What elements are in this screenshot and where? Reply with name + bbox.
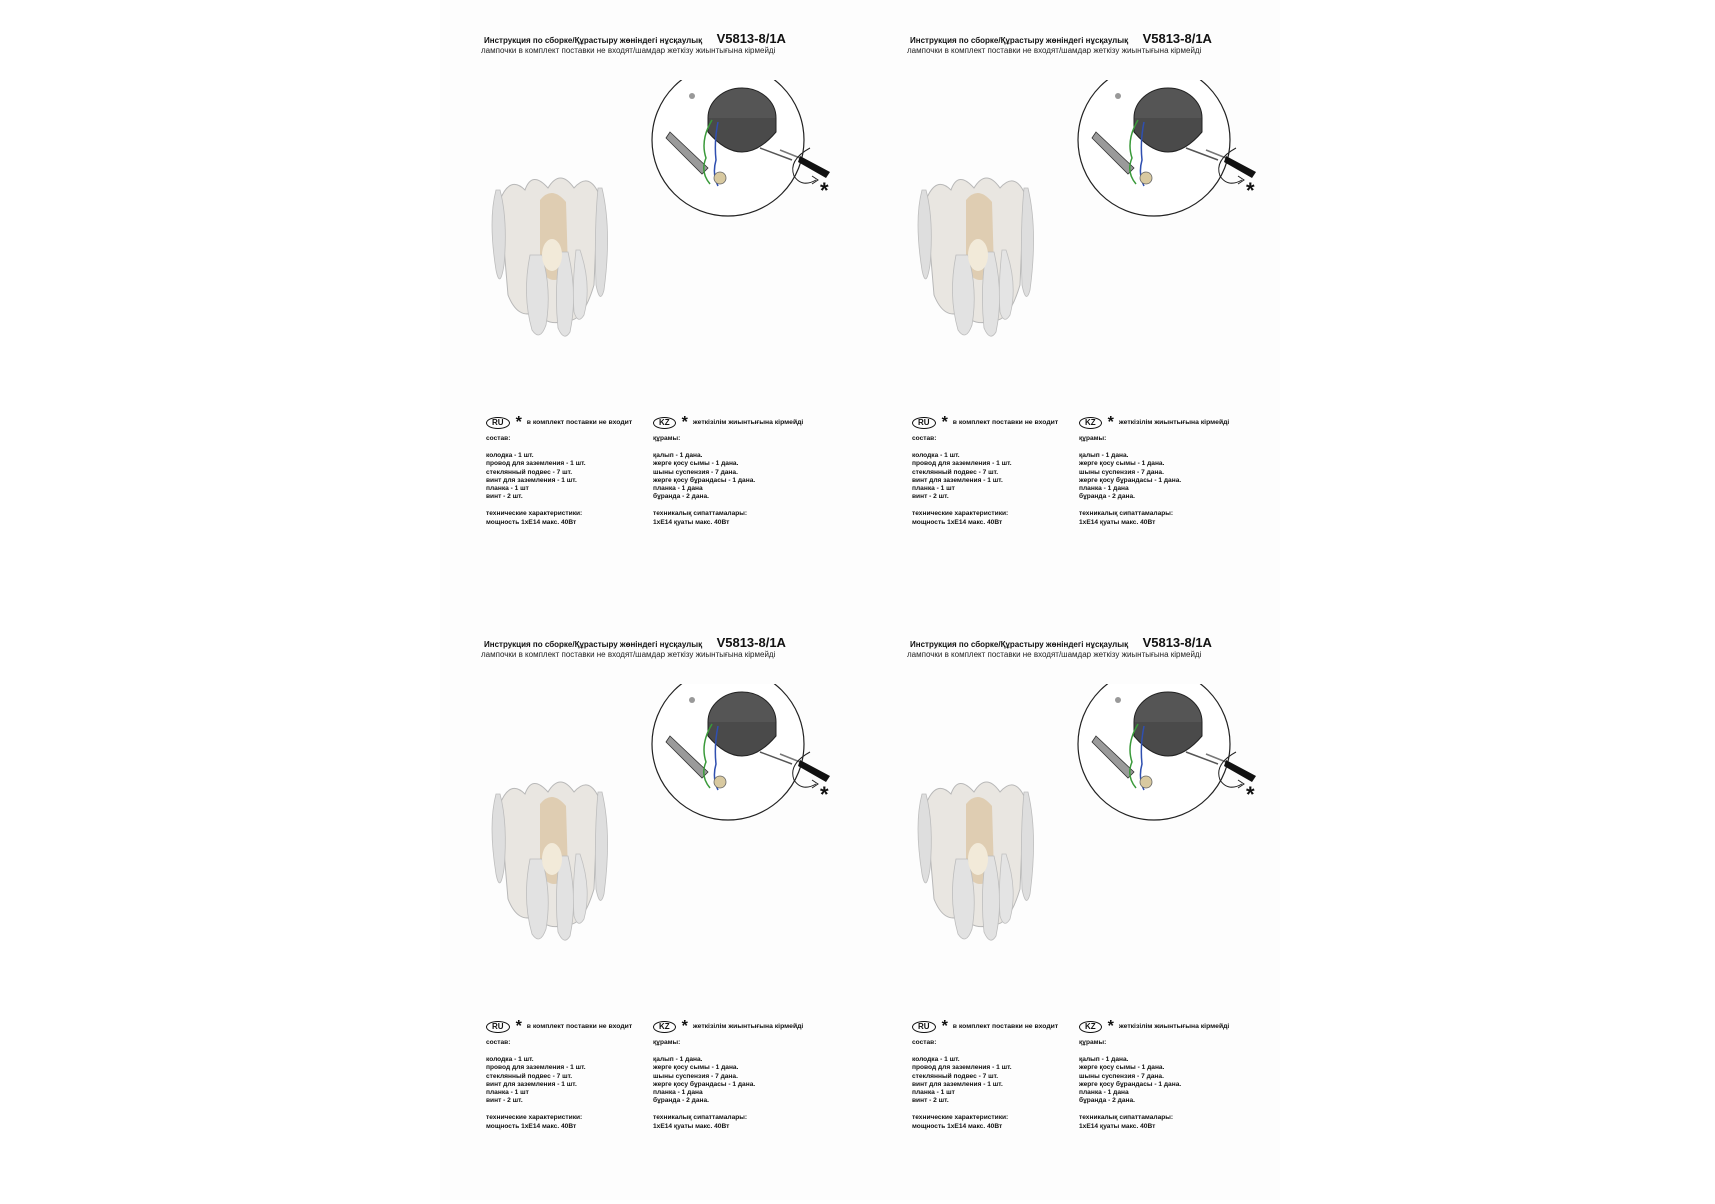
ru-star: * xyxy=(515,414,522,431)
kz-item: жерге қосу бұрандасы - 1 дана. xyxy=(1079,1080,1182,1088)
lamp-illustration xyxy=(492,178,608,336)
instruction-panel-3 xyxy=(470,604,890,1204)
ru-column xyxy=(912,1020,1082,1131)
lamp-illustration xyxy=(492,782,608,940)
ru-item: планка - 1 шт xyxy=(486,1089,529,1097)
ru-item: провод для заземления - 1 шт. xyxy=(486,460,586,468)
model-number: V5813-8/1A xyxy=(1142,635,1212,650)
ru-composition-label: состав: xyxy=(486,435,511,442)
kz-item: шыны суспензия - 7 дана. xyxy=(1079,1072,1164,1080)
ru-badge: RU xyxy=(486,1021,510,1033)
model-number: V5813-8/1A xyxy=(1142,31,1212,46)
kz-item: қалып - 1 дана. xyxy=(653,452,703,460)
kz-star: * xyxy=(681,1018,688,1035)
ru-tech-value: мощность 1хЕ14 макс. 40Вт xyxy=(912,518,1003,526)
kz-items xyxy=(1079,452,1249,501)
kz-badge: KZ xyxy=(653,417,676,429)
kz-tech-value: 1хЕ14 қуаты макс. 40Вт xyxy=(653,1122,730,1130)
kz-item: бұранда - 2 дана. xyxy=(1079,1097,1135,1105)
ru-items xyxy=(912,1056,1082,1105)
instruction-panel-1 xyxy=(470,0,890,600)
kz-item: шыны суспензия - 7 дана. xyxy=(653,1072,738,1080)
kz-star: * xyxy=(1107,414,1114,431)
ru-item: колодка - 1 шт. xyxy=(912,1056,960,1064)
kz-tech-label: техникалық сипаттамалары: xyxy=(653,510,748,518)
ru-items xyxy=(912,452,1082,501)
kz-item: планка - 1 дана xyxy=(1079,485,1129,493)
assembly-illustration xyxy=(896,80,1316,340)
detail-marker: * xyxy=(820,782,829,807)
kz-tech xyxy=(653,510,823,526)
kz-tech-value: 1хЕ14 қуаты макс. 40Вт xyxy=(653,518,730,526)
ru-tech xyxy=(912,510,1082,526)
instruction-panel-2 xyxy=(896,0,1316,600)
ru-composition-label: состав: xyxy=(486,1039,511,1046)
ru-note: в комплект поставки не входит xyxy=(952,418,1059,426)
kz-note: жеткізілім жиынтығына кірмейді xyxy=(1118,1022,1230,1030)
ru-composition-label: состав: xyxy=(912,1039,937,1046)
panel-subtitle: лампочки в комплект поставки не входят/шамдар жеткізу жиынтығына кірмейді xyxy=(907,46,1202,55)
kz-column xyxy=(1079,1020,1249,1131)
ru-tech xyxy=(486,1114,656,1130)
ru-item: колодка - 1 шт. xyxy=(486,452,534,460)
canopy-mount-detail xyxy=(652,80,804,216)
lamp-illustration xyxy=(918,178,1034,336)
ru-tech-value: мощность 1хЕ14 макс. 40Вт xyxy=(486,1122,577,1130)
ru-column xyxy=(486,1020,656,1131)
ru-item: стеклянный подвес - 7 шт. xyxy=(912,1072,999,1080)
kz-tech-label: техникалық сипаттамалары: xyxy=(1079,510,1174,518)
kz-item: жерге қосу сымы - 1 дана. xyxy=(653,460,739,468)
kz-composition-label: құрамы: xyxy=(653,435,681,442)
ru-items xyxy=(486,1056,656,1105)
ru-note: в комплект поставки не входит xyxy=(526,418,633,426)
canopy-mount-detail xyxy=(1078,80,1230,216)
ru-composition-label: состав: xyxy=(912,435,937,442)
ru-item: винт для заземления - 1 шт. xyxy=(486,476,577,484)
ru-item: винт - 2 шт. xyxy=(486,493,523,501)
title-text: Инструкция по сборке/Құрастыру жөніндегі нұсқаулық xyxy=(910,640,1129,649)
ru-badge: RU xyxy=(912,417,936,429)
kz-item: жерге қосу сымы - 1 дана. xyxy=(1079,460,1165,468)
kz-note: жеткізілім жиынтығына кірмейді xyxy=(692,418,804,426)
detail-marker: * xyxy=(1246,782,1255,807)
kz-item: планка - 1 дана xyxy=(653,485,703,493)
kz-items xyxy=(653,452,823,501)
detail-marker: * xyxy=(820,178,829,203)
assembly-illustration xyxy=(470,80,890,340)
ru-tech xyxy=(912,1114,1082,1130)
kz-tech xyxy=(1079,510,1249,526)
kz-item: бұранда - 2 дана. xyxy=(1079,493,1135,501)
ru-item: планка - 1 шт xyxy=(912,485,955,493)
kz-items xyxy=(653,1056,823,1105)
kz-tech-label: техникалық сипаттамалары: xyxy=(1079,1114,1174,1122)
ru-item: винт для заземления - 1 шт. xyxy=(912,476,1003,484)
kz-item: жерге қосу бұрандасы - 1 дана. xyxy=(653,1080,756,1088)
kz-tech-value: 1хЕ14 қуаты макс. 40Вт xyxy=(1079,1122,1156,1130)
title-text: Инструкция по сборке/Құрастыру жөніндегі нұсқаулық xyxy=(484,640,703,649)
assembly-illustration xyxy=(896,684,1316,944)
model-number: V5813-8/1A xyxy=(716,635,786,650)
kz-item: планка - 1 дана xyxy=(1079,1089,1129,1097)
ru-item: провод для заземления - 1 шт. xyxy=(912,460,1012,468)
kz-tech xyxy=(653,1114,823,1130)
kz-note: жеткізілім жиынтығына кірмейді xyxy=(1118,418,1230,426)
title-text: Инструкция по сборке/Құрастыру жөніндегі нұсқаулық xyxy=(484,36,703,45)
kz-item: бұранда - 2 дана. xyxy=(653,1097,709,1105)
kz-star: * xyxy=(1107,1018,1114,1035)
ru-star: * xyxy=(941,1018,948,1035)
kz-item: жерге қосу бұрандасы - 1 дана. xyxy=(1079,476,1182,484)
kz-note: жеткізілім жиынтығына кірмейді xyxy=(692,1022,804,1030)
kz-item: жерге қосу бұрандасы - 1 дана. xyxy=(653,476,756,484)
lamp-illustration xyxy=(918,782,1034,940)
kz-tech-value: 1хЕ14 қуаты макс. 40Вт xyxy=(1079,518,1156,526)
canopy-mount-detail xyxy=(652,684,804,820)
kz-tech-label: техникалық сипаттамалары: xyxy=(653,1114,748,1122)
kz-item: шыны суспензия - 7 дана. xyxy=(1079,468,1164,476)
kz-item: қалып - 1 дана. xyxy=(1079,1056,1129,1064)
kz-item: планка - 1 дана xyxy=(653,1089,703,1097)
ru-tech-label: технические характеристики: xyxy=(912,510,1009,518)
assembly-illustration xyxy=(470,684,890,944)
ru-item: провод для заземления - 1 шт. xyxy=(912,1064,1012,1072)
kz-item: бұранда - 2 дана. xyxy=(653,493,709,501)
ru-star: * xyxy=(515,1018,522,1035)
panel-subtitle: лампочки в комплект поставки не входят/шамдар жеткізу жиынтығына кірмейді xyxy=(907,650,1202,659)
ru-note: в комплект поставки не входит xyxy=(952,1022,1059,1030)
panel-subtitle: лампочки в комплект поставки не входят/шамдар жеткізу жиынтығына кірмейді xyxy=(481,650,776,659)
ru-item: планка - 1 шт xyxy=(486,485,529,493)
kz-item: шыны суспензия - 7 дана. xyxy=(653,468,738,476)
ru-star: * xyxy=(941,414,948,431)
kz-composition-label: құрамы: xyxy=(1079,435,1107,442)
kz-item: жерге қосу сымы - 1 дана. xyxy=(1079,1064,1165,1072)
kz-composition-label: құрамы: xyxy=(1079,1039,1107,1046)
kz-item: қалып - 1 дана. xyxy=(653,1056,703,1064)
ru-item: винт - 2 шт. xyxy=(912,493,949,501)
ru-column xyxy=(486,416,656,527)
ru-item: колодка - 1 шт. xyxy=(486,1056,534,1064)
ru-item: стеклянный подвес - 7 шт. xyxy=(486,468,573,476)
kz-composition-label: құрамы: xyxy=(653,1039,681,1046)
ru-badge: RU xyxy=(912,1021,936,1033)
instruction-panel-4 xyxy=(896,604,1316,1204)
ru-item: стеклянный подвес - 7 шт. xyxy=(912,468,999,476)
ru-badge: RU xyxy=(486,417,510,429)
ru-item: винт - 2 шт. xyxy=(912,1097,949,1105)
detail-marker: * xyxy=(1246,178,1255,203)
kz-items xyxy=(1079,1056,1249,1105)
canopy-mount-detail xyxy=(1078,684,1230,820)
kz-badge: KZ xyxy=(1079,1021,1102,1033)
panel-subtitle: лампочки в комплект поставки не входят/шамдар жеткізу жиынтығына кірмейді xyxy=(481,46,776,55)
ru-item: стеклянный подвес - 7 шт. xyxy=(486,1072,573,1080)
ru-item: винт - 2 шт. xyxy=(486,1097,523,1105)
ru-tech-value: мощность 1хЕ14 макс. 40Вт xyxy=(912,1122,1003,1130)
ru-items xyxy=(486,452,656,501)
ru-item: винт для заземления - 1 шт. xyxy=(486,1080,577,1088)
kz-item: қалып - 1 дана. xyxy=(1079,452,1129,460)
kz-column xyxy=(653,416,823,527)
ru-tech-value: мощность 1хЕ14 макс. 40Вт xyxy=(486,518,577,526)
kz-column xyxy=(653,1020,823,1131)
ru-tech xyxy=(486,510,656,526)
title-text: Инструкция по сборке/Құрастыру жөніндегі нұсқаулық xyxy=(910,36,1129,45)
ru-tech-label: технические характеристики: xyxy=(486,510,583,518)
kz-badge: KZ xyxy=(1079,417,1102,429)
ru-item: колодка - 1 шт. xyxy=(912,452,960,460)
kz-tech xyxy=(1079,1114,1249,1130)
ru-tech-label: технические характеристики: xyxy=(486,1114,583,1122)
ru-column xyxy=(912,416,1082,527)
kz-column xyxy=(1079,416,1249,527)
ru-note: в комплект поставки не входит xyxy=(526,1022,633,1030)
ru-item: винт для заземления - 1 шт. xyxy=(912,1080,1003,1088)
ru-tech-label: технические характеристики: xyxy=(912,1114,1009,1122)
model-number: V5813-8/1A xyxy=(716,31,786,46)
ru-item: планка - 1 шт xyxy=(912,1089,955,1097)
kz-badge: KZ xyxy=(653,1021,676,1033)
ru-item: провод для заземления - 1 шт. xyxy=(486,1064,586,1072)
kz-star: * xyxy=(681,414,688,431)
kz-item: жерге қосу сымы - 1 дана. xyxy=(653,1064,739,1072)
